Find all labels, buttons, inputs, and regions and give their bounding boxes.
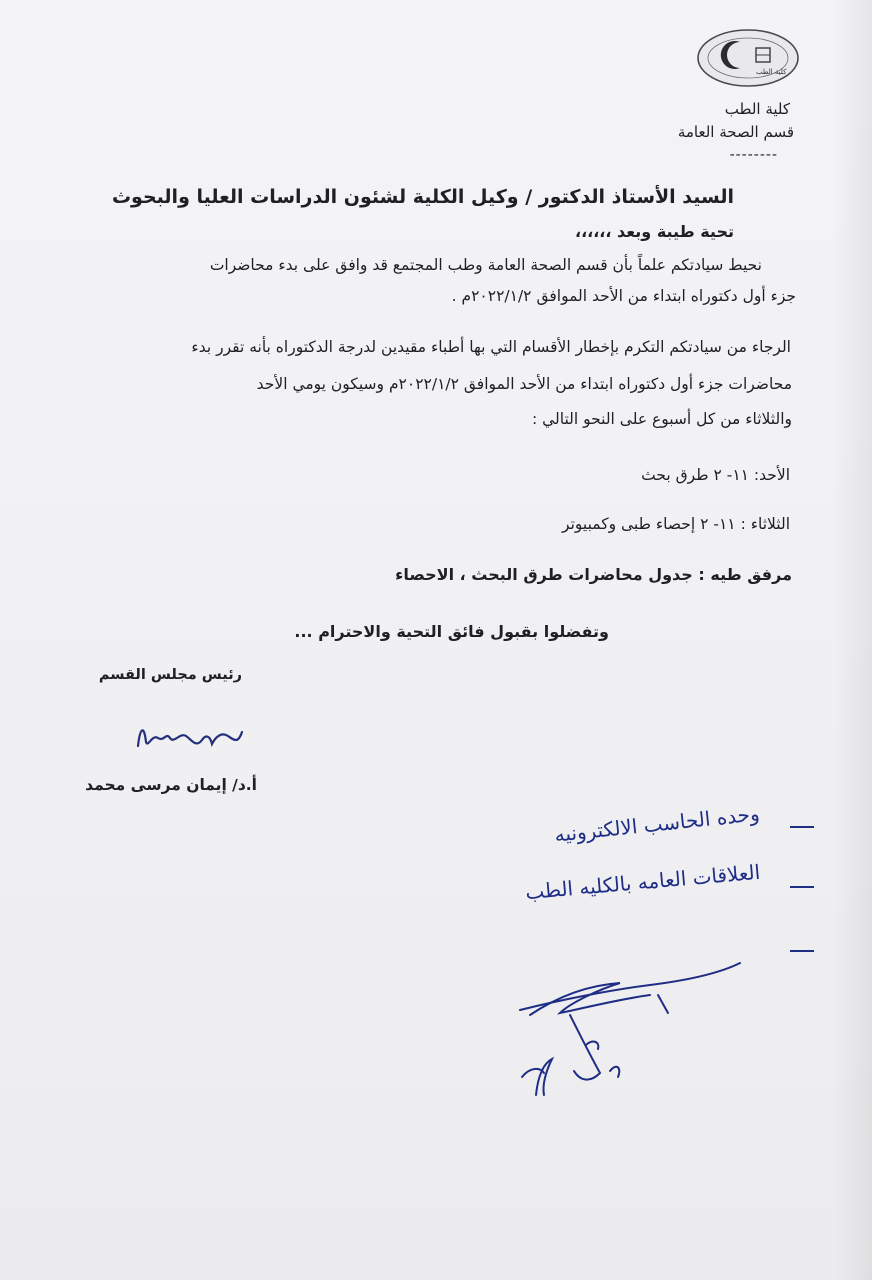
addressee-line: السيد الأستاذ الدكتور / وكيل الكلية لشئون الدراسات العليا والبحوث (111, 186, 734, 208)
svg-text:كلية الطب: كلية الطب (756, 68, 787, 76)
signer-name: أ.د/ إيمان مرسى محمد (85, 776, 257, 794)
note-dash-2 (790, 886, 814, 888)
greeting-line: تحية طيبة وبعد ،،،،،، (574, 222, 734, 241)
paragraph2-line1: الرجاء من سيادتكم التكرم بإخطار الأقسام التي بها أطباء مقيدين لدرجة الدكتوراه بأنه تقرر بدء (191, 338, 791, 356)
note-dash-1 (790, 826, 814, 828)
schedule-tuesday: الثلاثاء : ١١- ٢ إحصاء طبى وكمبيوتر (562, 515, 790, 533)
handwritten-note-1: وحده الحاسب الالكترونيه (553, 801, 761, 847)
paragraph2-line3: والثلاثاء من كل أسبوع على النحو التالي : (531, 410, 792, 428)
handwritten-signature (130, 718, 250, 758)
approval-signature (500, 955, 750, 1105)
closing-line: وتفضلوا بقبول فائق التحية والاحترام ... (294, 622, 609, 641)
paragraph1-line2: جزء أول دكتوراه ابتداء من الأحد الموافق ٢٠٢٢/١/٢م . (451, 287, 796, 305)
note-dash-3 (790, 950, 814, 952)
paragraph1-line1: نحيط سيادتكم علماً بأن قسم الصحة العامة وطب المجتمع قد وافق على بدء محاضرات (209, 256, 762, 274)
header-separator: -------- (729, 147, 778, 163)
paragraph2-line2: محاضرات جزء أول دكتوراه ابتداء من الأحد الموافق ٢٠٢٢/١/٢م وسيكون يومي الأحد (256, 375, 792, 393)
faculty-name: كلية الطب (724, 100, 790, 118)
signature-title: رئيس مجلس القسم (98, 667, 242, 683)
schedule-sunday: الأحد: ١١- ٢ طرق بحث (641, 466, 790, 484)
department-name: قسم الصحة العامة (677, 123, 794, 141)
handwritten-note-2: العلاقات العامه بالكليه الطب (523, 859, 761, 905)
faculty-logo-seal (696, 28, 800, 88)
attachment-line: مرفق طيه : جدول محاضرات طرق البحث ، الاحصاء (395, 565, 792, 584)
